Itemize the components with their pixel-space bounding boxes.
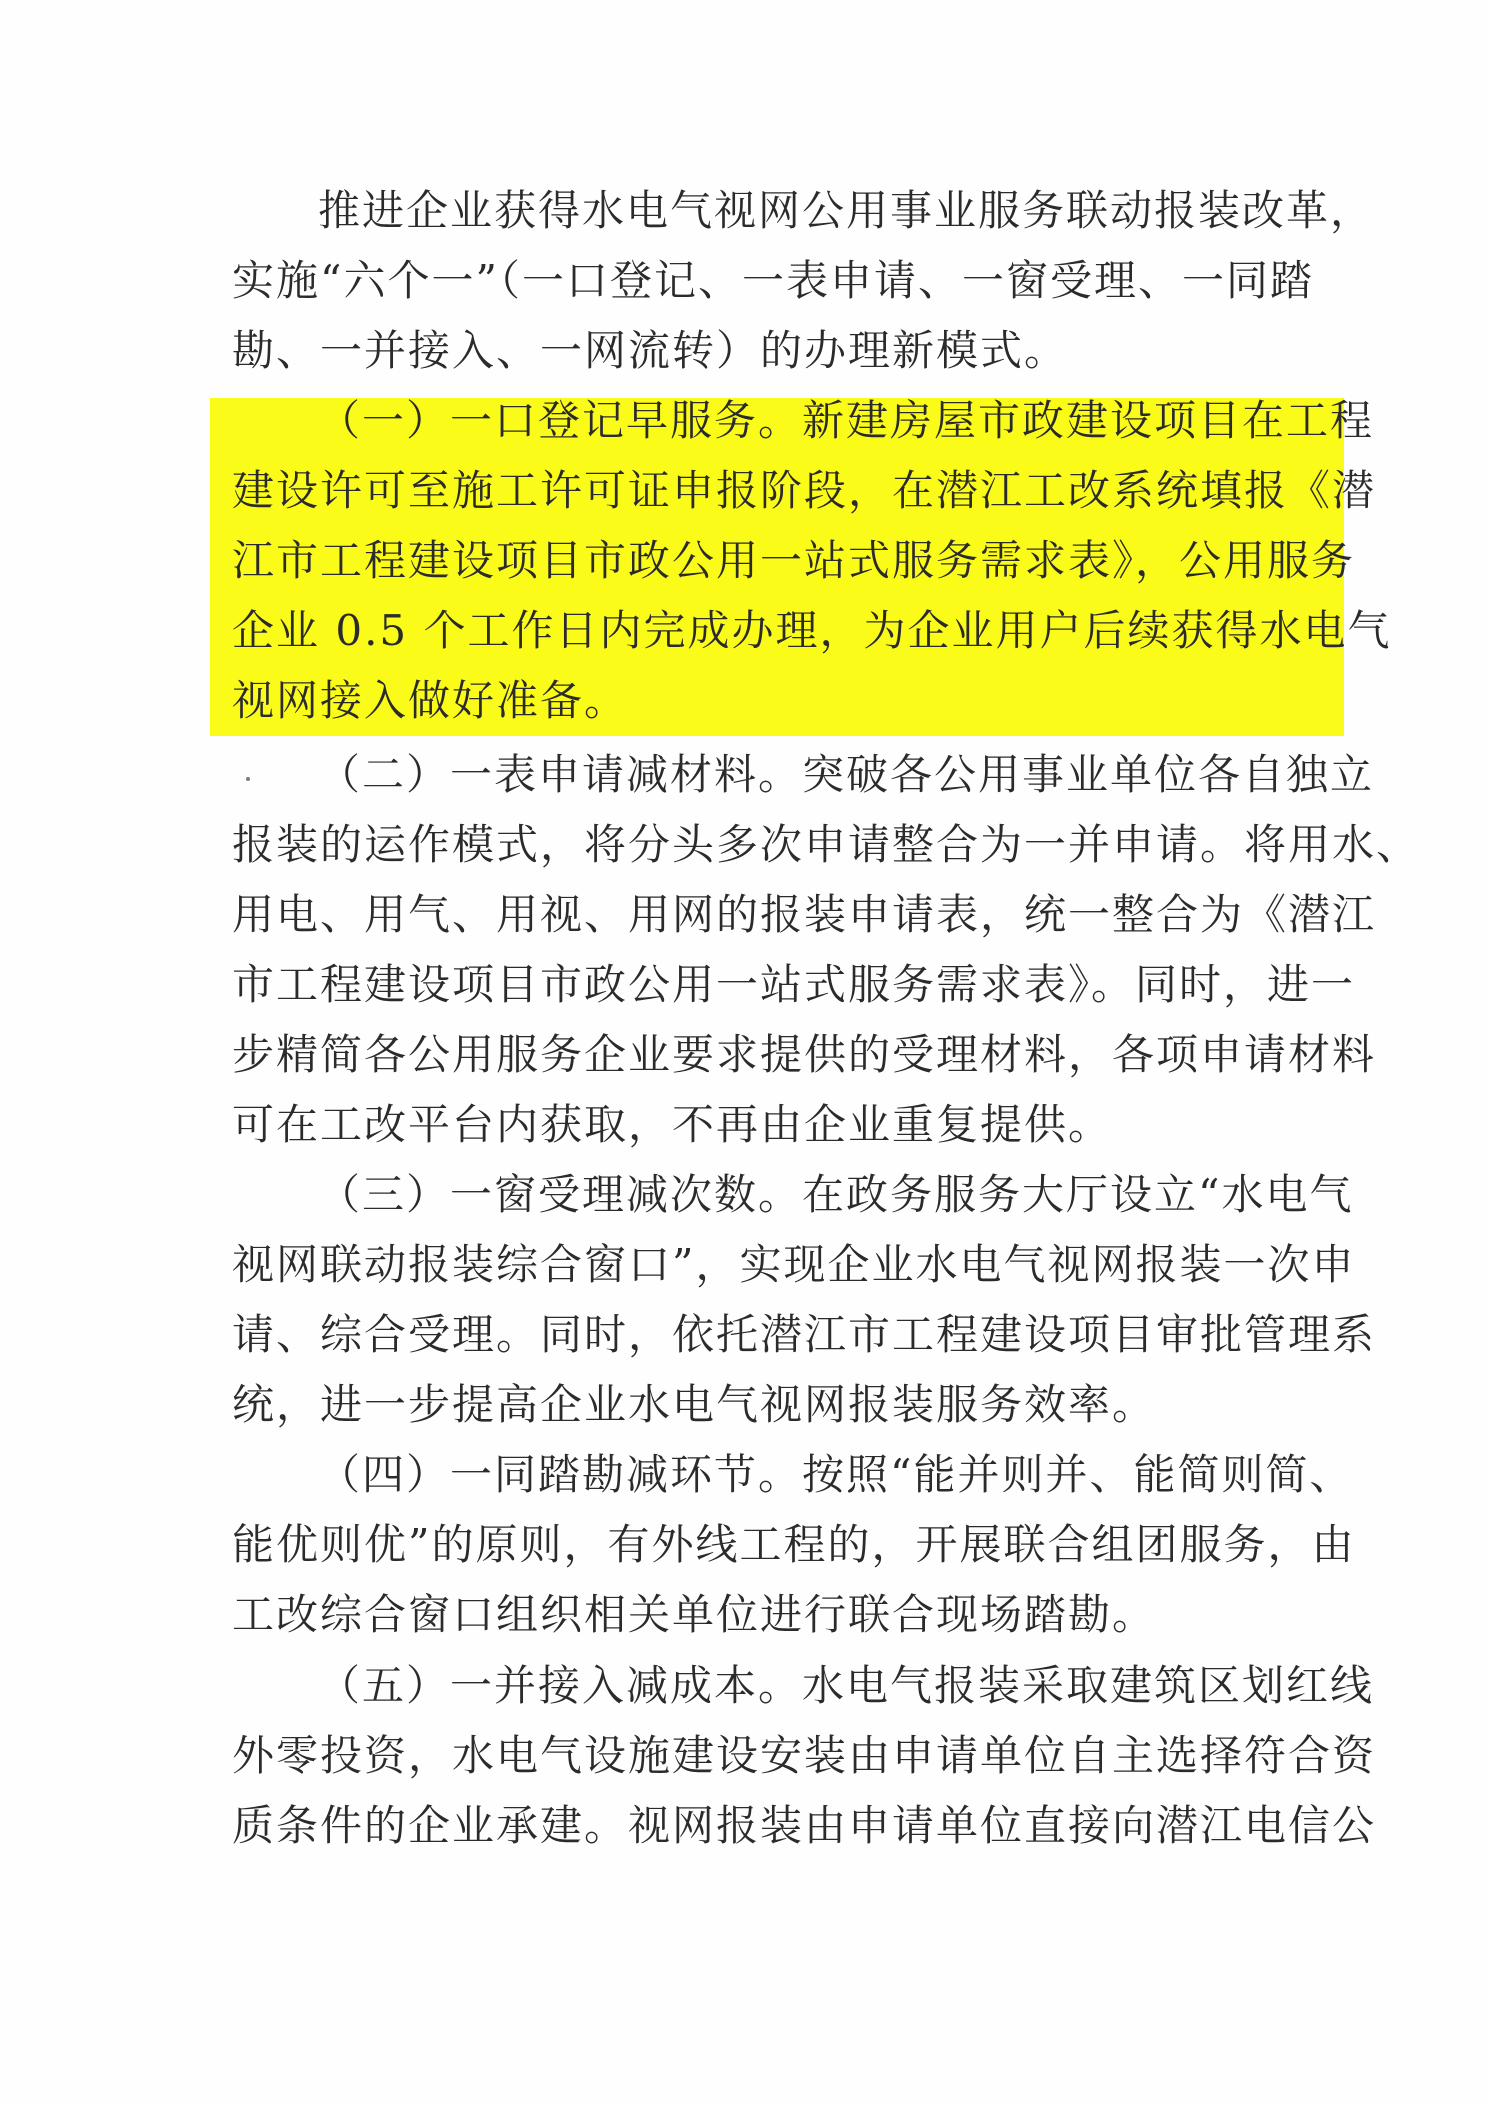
section-2-paragraph	[232, 740, 1421, 1160]
section-4-paragraph	[232, 1440, 1356, 1650]
text-line: 勘、一并接入、一网流转）的办理新模式。	[232, 326, 1069, 375]
text-line: 视网联动报装综合窗口”，实现企业水电气视网报装一次申	[232, 1240, 1356, 1289]
text-line: 工改综合窗口组织相关单位进行联合现场踏勘。	[232, 1590, 1157, 1639]
text-line: 外零投资，水电气设施建设安装由申请单位自主选择符合资	[232, 1731, 1377, 1780]
section-heading-line: （五）一并接入减成本。水电气报装采取建筑区划红线	[318, 1661, 1375, 1710]
section-heading-line: （三）一窗受理减次数。在政务服务大厅设立“水电气	[318, 1170, 1354, 1219]
intro-paragraph	[232, 176, 1375, 386]
section-heading-line: （四）一同踏勘减环节。按照“能并则并、能简则简、	[318, 1450, 1354, 1499]
section-5-paragraph	[232, 1651, 1377, 1861]
text-line: 市工程建设项目市政公用一站式服务需求表》。同时，进一	[232, 960, 1356, 1009]
text-line: 步精简各公用服务企业要求提供的受理材料，各项申请材料	[232, 1030, 1377, 1079]
section-1-paragraph	[232, 386, 1392, 736]
text-line: 视网接入做好准备。	[232, 676, 629, 725]
text-line: 请、综合受理。同时，依托潜江市工程建设项目审批管理系	[232, 1310, 1377, 1359]
text-line: 推进企业获得水电气视网公用事业服务联动报装改革，	[318, 186, 1375, 235]
text-line: 江市工程建设项目市政公用一站式服务需求表》，公用服务	[232, 536, 1356, 585]
text-line: 报装的运作模式，将分头多次申请整合为一并申请。将用水、	[232, 820, 1421, 869]
section-heading-line: （二）一表申请减材料。突破各公用事业单位各自独立	[318, 750, 1375, 799]
text-line: 用电、用气、用视、用网的报装申请表，统一整合为《潜江	[232, 890, 1377, 939]
text-line: 能优则优”的原则，有外线工程的，开展联合组团服务，由	[232, 1520, 1356, 1569]
text-line: 可在工改平台内获取，不再由企业重复提供。	[232, 1100, 1113, 1149]
section-3-paragraph	[232, 1160, 1377, 1440]
text-line: 质条件的企业承建。视网报装由申请单位直接向潜江电信公	[232, 1801, 1377, 1850]
section-heading-line: （一）一口登记早服务。新建房屋市政建设项目在工程	[318, 396, 1375, 445]
text-line: 统，进一步提高企业水电气视网报装服务效率。	[232, 1380, 1157, 1429]
text-line: 实施“六个一”（一口登记、一表申请、一窗受理、一同踏	[232, 256, 1314, 305]
text-line: 企业 0.5 个工作日内完成办理，为企业用户后续获得水电气	[232, 606, 1392, 655]
text-line: 建设许可至施工许可证申报阶段，在潜江工改系统填报《潜	[232, 466, 1377, 515]
